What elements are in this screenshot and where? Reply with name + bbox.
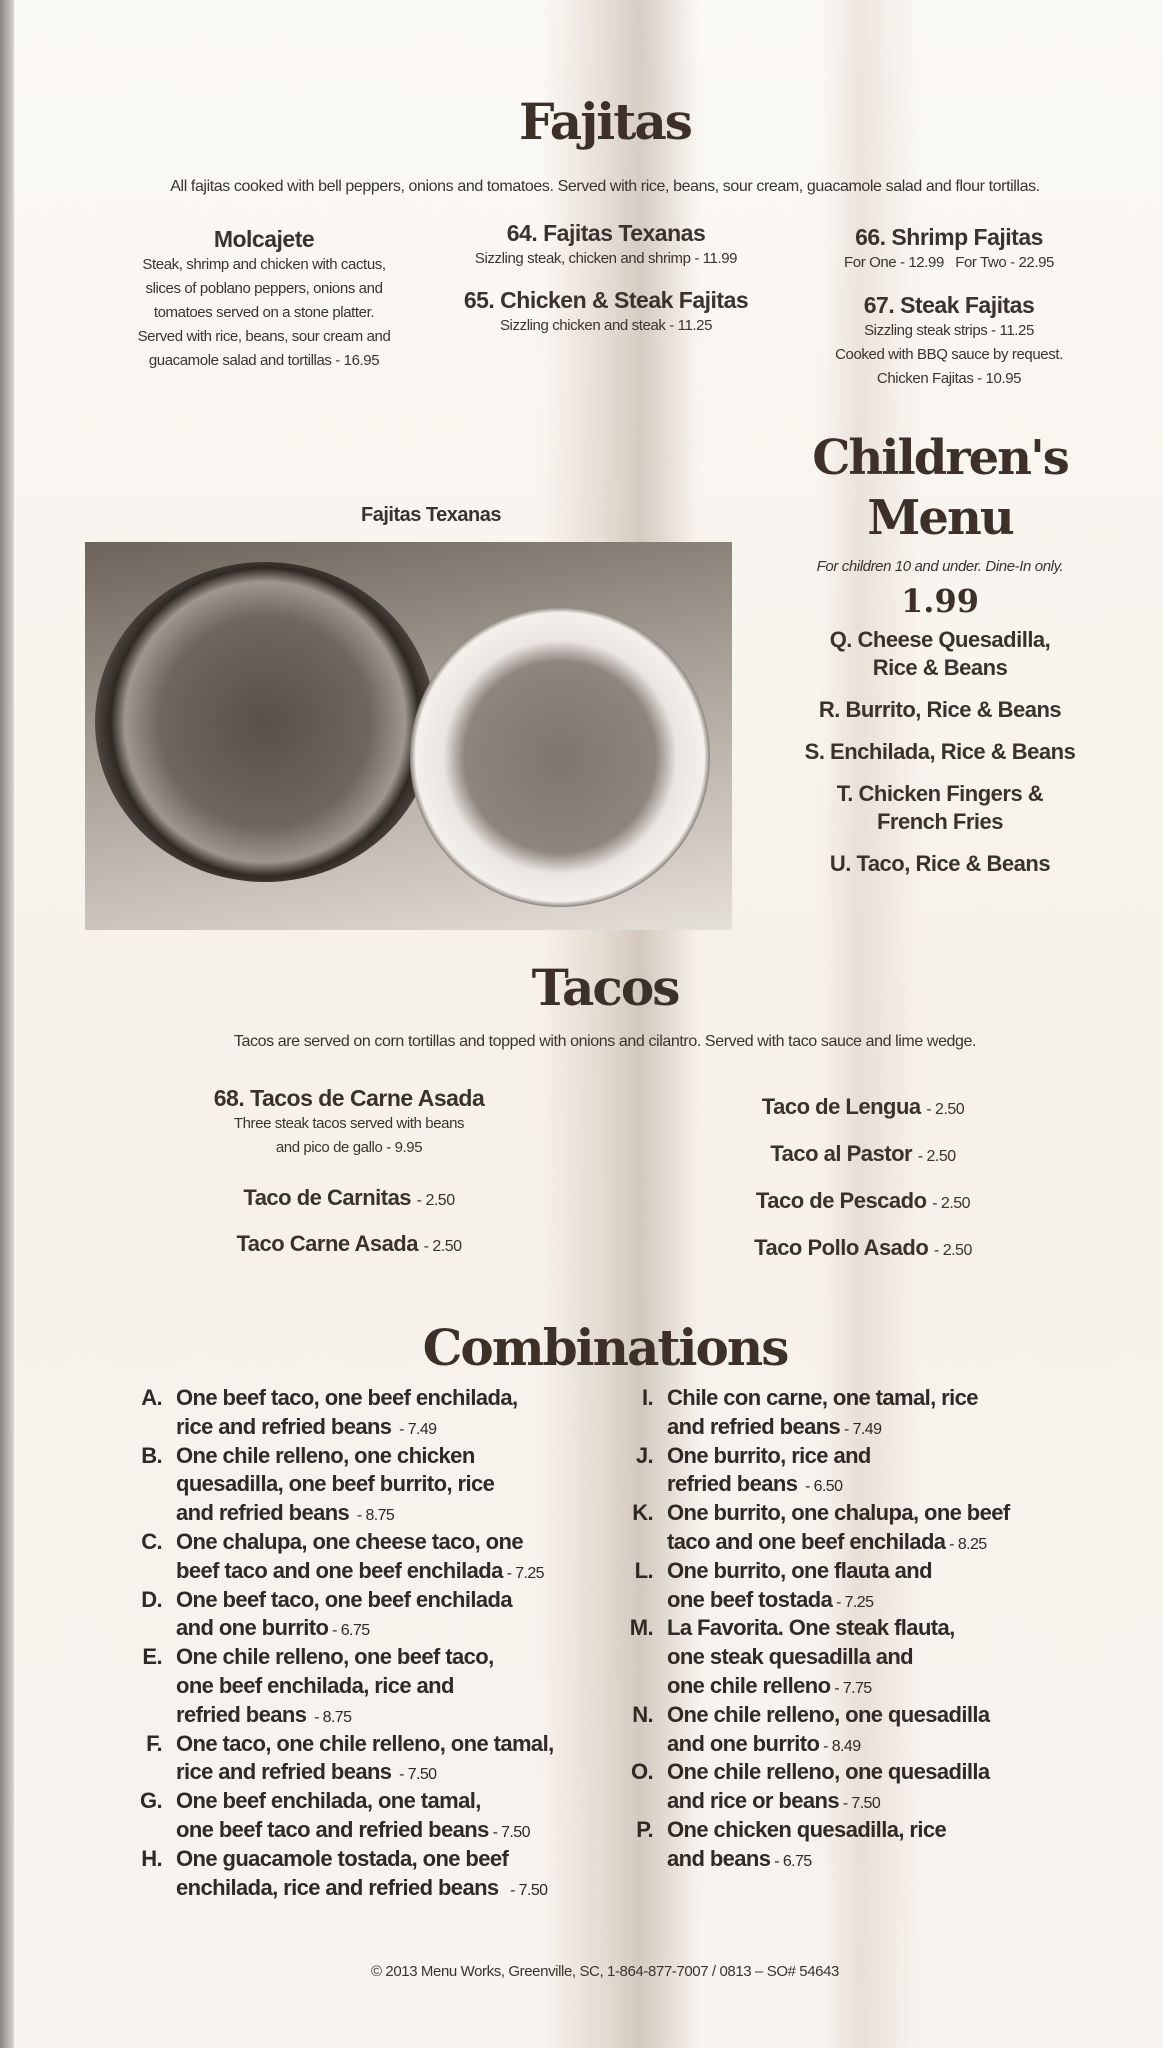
line-text: One chicken quesadilla, rice — [667, 1817, 947, 1842]
combination-price: - 7.25 — [832, 1593, 874, 1611]
taco-price: - 2.50 — [917, 1148, 956, 1165]
line-text: One chile relleno, one beef taco, — [176, 1644, 494, 1670]
page-edge — [0, 0, 14, 2048]
line-text: one beef tostada — [667, 1586, 833, 1612]
line-text: One beef enchilada, one tamal, — [176, 1788, 481, 1814]
childrens-menu-item — [760, 850, 1120, 878]
childrens-menu-item — [760, 696, 1120, 724]
combination-letter: H. — [141, 1845, 162, 1871]
combination-item — [141, 1384, 518, 1445]
taco-price: - 2.50 — [416, 1192, 455, 1209]
combination-letter: O. — [630, 1759, 653, 1785]
combination-letter: C. — [141, 1529, 162, 1554]
combination-line — [667, 1528, 1010, 1560]
taco-price: - 2.50 — [933, 1242, 972, 1259]
line-text: One burrito, rice and — [667, 1442, 871, 1468]
line-text: one chile relleno — [667, 1672, 831, 1698]
combination-price: - 7.50 — [838, 1795, 881, 1813]
combination-line — [667, 1442, 871, 1471]
combination-price: - 8.25 — [945, 1535, 987, 1553]
item-name: 64. Fajitas Texanas — [506, 220, 706, 246]
item-desc: tomatoes served on a stone platter. — [153, 304, 375, 321]
footer-copyright: © 2013 Menu Works, Greenville, SC, 1-864-877-7007 / 0813 – SO# 54643 — [370, 1963, 840, 1980]
combination-item — [632, 1499, 1010, 1560]
combination-line — [667, 1499, 1010, 1528]
combination-item — [630, 1758, 990, 1819]
combination-letter: M. — [629, 1615, 653, 1641]
molcajete-item — [114, 226, 414, 373]
combination-line — [176, 1384, 517, 1413]
combination-line — [176, 1816, 530, 1848]
item-desc: Sizzling chicken and steak - 11.25 — [499, 317, 713, 334]
tacos-left-list — [199, 1176, 499, 1268]
tacos-title: Tacos — [531, 958, 679, 1017]
line-text: One beef taco, one beef enchilada, — [176, 1385, 518, 1410]
combination-line — [176, 1643, 494, 1672]
fajitas-title: Fajitas — [519, 92, 691, 151]
line-text: One chile relleno, one quesadilla — [667, 1759, 990, 1785]
line-text: La Favorita. One steak flauta, — [667, 1615, 955, 1641]
line-text: beef taco and one beef enchilada — [176, 1557, 503, 1583]
combination-line — [176, 1701, 494, 1733]
tacos-intro: Tacos are served on corn tortillas and topped with onions and cilantro. Served with taco sauce and lime wedge. — [233, 1033, 977, 1050]
combination-item — [634, 1557, 932, 1618]
fajitas-texanas-item — [456, 220, 756, 271]
tacos-right-list — [713, 1085, 1013, 1273]
combination-letter: F. — [146, 1730, 162, 1756]
item-name: 68. Tacos de Carne Asada — [213, 1085, 485, 1111]
title-line: Menu — [867, 490, 1013, 546]
combination-price: - 8.49 — [819, 1737, 861, 1755]
combination-line — [667, 1701, 990, 1730]
taco-name: Taco Carne Asada — [236, 1231, 418, 1256]
title-line: Children's — [812, 430, 1068, 486]
combination-price: - 8.75 — [349, 1507, 395, 1525]
combination-price: - 7.49 — [391, 1420, 437, 1438]
combination-price: - 7.50 — [391, 1766, 437, 1784]
skillet-image — [95, 562, 435, 882]
childrens-price: 1.99 — [901, 582, 979, 620]
item-desc: Sizzling steak, chicken and shrimp - 11.99 — [474, 250, 738, 267]
taco-item — [713, 1085, 1013, 1132]
line-text: and one burrito — [176, 1615, 329, 1641]
item-desc: slices of poblano peppers, onions and — [145, 280, 383, 297]
combination-item — [629, 1614, 955, 1703]
line-text: One burrito, one chalupa, one beef — [667, 1500, 1010, 1526]
combination-line — [176, 1730, 554, 1759]
fajitas-photo — [85, 542, 732, 930]
combination-line — [667, 1816, 946, 1845]
line-text: enchilada, rice and refried beans — [176, 1874, 499, 1900]
item-desc: Served with rice, beans, sour cream and — [137, 328, 391, 345]
line-text: Chile con carne, one tamal, rice — [667, 1385, 978, 1410]
combination-letter: E. — [142, 1644, 162, 1670]
combination-letter: D. — [141, 1586, 162, 1612]
item-desc: Sizzling steak strips - 11.25 — [864, 322, 1034, 339]
combination-item — [141, 1442, 495, 1531]
item-line: Q. Cheese Quesadilla, — [829, 627, 1051, 652]
combination-line — [667, 1787, 990, 1819]
combination-item — [641, 1384, 978, 1445]
combination-price: - 7.49 — [840, 1420, 882, 1438]
combination-price: - 6.50 — [797, 1478, 843, 1496]
photo-caption: Fajitas Texanas — [361, 504, 501, 526]
item-desc: For One - 12.99 For Two - 22.95 — [844, 254, 1054, 271]
combination-item — [141, 1586, 512, 1647]
taco-name: Taco de Lengua — [761, 1094, 921, 1119]
item-name: 66. Shrimp Fajitas — [855, 224, 1043, 250]
line-text: One chile relleno, one chicken — [176, 1442, 475, 1468]
combination-letter: L. — [634, 1557, 653, 1583]
item-desc: and pico de gallo - 9.95 — [275, 1139, 423, 1156]
combination-price: - 7.25 — [502, 1564, 544, 1582]
line-text: taco and one beef enchilada — [667, 1528, 946, 1554]
childrens-menu-item — [760, 780, 1120, 836]
steak-fajitas-item — [799, 292, 1099, 391]
item-name: Molcajete — [213, 226, 315, 252]
shrimp-fajitas-item — [799, 224, 1099, 275]
line-text: and refried beans — [176, 1500, 350, 1526]
taco-price: - 2.50 — [932, 1195, 971, 1212]
combination-item — [146, 1730, 554, 1791]
taco-name: Taco de Carnitas — [243, 1185, 412, 1210]
fajitas-intro: All fajitas cooked with bell peppers, onions and tomatoes. Served with rice, beans, sour cream, guacamole salad and flour tortillas. — [170, 178, 1040, 195]
line-text: one beef enchilada, rice and — [176, 1672, 454, 1698]
combinations-title: Combinations — [422, 1318, 788, 1377]
line-text: and refried beans — [667, 1413, 841, 1439]
combination-line — [667, 1384, 978, 1413]
combination-line — [176, 1787, 530, 1816]
combination-line — [176, 1614, 512, 1646]
item-line: T. Chicken Fingers & — [836, 781, 1044, 806]
combination-item — [142, 1643, 494, 1732]
item-name: 65. Chicken & Steak Fajitas — [463, 287, 749, 313]
combination-line — [176, 1499, 494, 1531]
item-desc: Three steak tacos served with beans — [233, 1115, 465, 1132]
line-text: one beef taco and refried beans — [176, 1816, 489, 1842]
line-text: One burrito, one flauta and — [667, 1557, 932, 1583]
taco-item — [713, 1132, 1013, 1179]
line-text: quesadilla, one beef burrito, rice — [176, 1471, 495, 1497]
combination-line — [667, 1730, 990, 1762]
plate-image — [410, 607, 710, 907]
line-text: One chile relleno, one quesadilla — [667, 1701, 990, 1727]
combination-line — [176, 1528, 544, 1557]
item-name: 67. Steak Fajitas — [863, 292, 1035, 318]
item-line: French Fries — [876, 809, 1004, 834]
taco-item — [199, 1222, 499, 1268]
combination-price: - 6.75 — [770, 1852, 812, 1870]
line-text: and beans — [667, 1845, 771, 1871]
taco-item — [199, 1176, 499, 1222]
combination-price: - 6.75 — [328, 1622, 370, 1640]
taco-item — [713, 1179, 1013, 1226]
combination-line — [176, 1470, 494, 1499]
taco-name: Taco de Pescado — [755, 1188, 927, 1213]
combination-line — [667, 1557, 932, 1586]
combination-line — [667, 1586, 932, 1618]
line-text: and rice or beans — [667, 1788, 839, 1814]
taco-price: - 2.50 — [926, 1101, 965, 1118]
childrens-menu-title — [760, 428, 1120, 548]
item-line: U. Taco, Rice & Beans — [829, 851, 1051, 876]
childrens-menu-item — [760, 738, 1120, 766]
combination-line — [667, 1413, 978, 1445]
combination-letter: P. — [636, 1817, 653, 1842]
combination-price: - 8.75 — [306, 1708, 352, 1726]
line-text: One taco, one chile relleno, one tamal, — [176, 1730, 554, 1756]
line-text: One beef taco, one beef enchilada — [176, 1586, 512, 1612]
taco-item — [713, 1226, 1013, 1273]
taco-name: Taco al Pastor — [770, 1141, 913, 1166]
taco-name: Taco Pollo Asado — [754, 1235, 929, 1260]
line-text: One chalupa, one cheese taco, one — [176, 1529, 523, 1554]
combination-line — [176, 1413, 517, 1445]
combination-line — [176, 1845, 547, 1874]
combination-line — [667, 1672, 955, 1704]
combination-line — [176, 1442, 494, 1471]
combination-item — [635, 1442, 871, 1503]
line-text: one steak quesadilla and — [667, 1644, 914, 1670]
taco-price: - 2.50 — [423, 1238, 462, 1255]
combination-line — [176, 1874, 547, 1906]
combination-line — [176, 1557, 544, 1589]
combination-line — [667, 1614, 955, 1643]
combination-line — [176, 1758, 554, 1790]
combination-letter: I. — [641, 1385, 653, 1410]
line-text: and one burrito — [667, 1730, 820, 1756]
combination-line — [176, 1586, 512, 1615]
combination-letter: K. — [632, 1500, 653, 1526]
childrens-menu-item — [760, 626, 1120, 682]
childrens-note: For children 10 and under. Dine-In only. — [816, 558, 1064, 575]
item-line: S. Enchilada, Rice & Beans — [804, 739, 1076, 764]
combination-price: - 7.75 — [830, 1679, 872, 1697]
combination-item — [636, 1816, 947, 1877]
combination-letter: N. — [632, 1701, 653, 1727]
chicken-steak-fajitas-item — [456, 287, 756, 338]
combination-line — [176, 1672, 494, 1701]
combination-letter: G. — [139, 1788, 162, 1814]
item-desc: Chicken Fajitas - 10.95 — [876, 370, 1022, 387]
combination-item — [141, 1845, 548, 1906]
combination-line — [667, 1758, 990, 1787]
combination-item — [141, 1528, 544, 1589]
item-desc: Steak, shrimp and chicken with cactus, — [142, 256, 386, 273]
childrens-items — [760, 626, 1120, 878]
combination-letter: J. — [635, 1442, 653, 1468]
combination-price: - 7.50 — [488, 1823, 530, 1841]
item-desc: guacamole salad and tortillas - 16.95 — [148, 352, 380, 369]
item-line: R. Burrito, Rice & Beans — [818, 697, 1062, 722]
combination-line — [667, 1643, 955, 1672]
line-text: refried beans — [667, 1471, 798, 1497]
combination-letter: A. — [141, 1385, 162, 1410]
line-text: rice and refried beans — [176, 1413, 392, 1439]
line-text: One guacamole tostada, one beef — [176, 1845, 509, 1871]
combination-letter: B. — [141, 1442, 162, 1468]
combination-line — [667, 1470, 871, 1502]
tacos-carne-asada-item — [199, 1085, 499, 1160]
item-line: Rice & Beans — [872, 655, 1008, 680]
combination-line — [667, 1845, 946, 1877]
line-text: refried beans — [176, 1701, 307, 1727]
combination-item — [632, 1701, 990, 1762]
combination-price: - 7.50 — [498, 1881, 548, 1899]
item-desc: Cooked with BBQ sauce by request. — [835, 346, 1063, 363]
line-text: rice and refried beans — [176, 1759, 392, 1785]
combination-item — [139, 1787, 530, 1848]
